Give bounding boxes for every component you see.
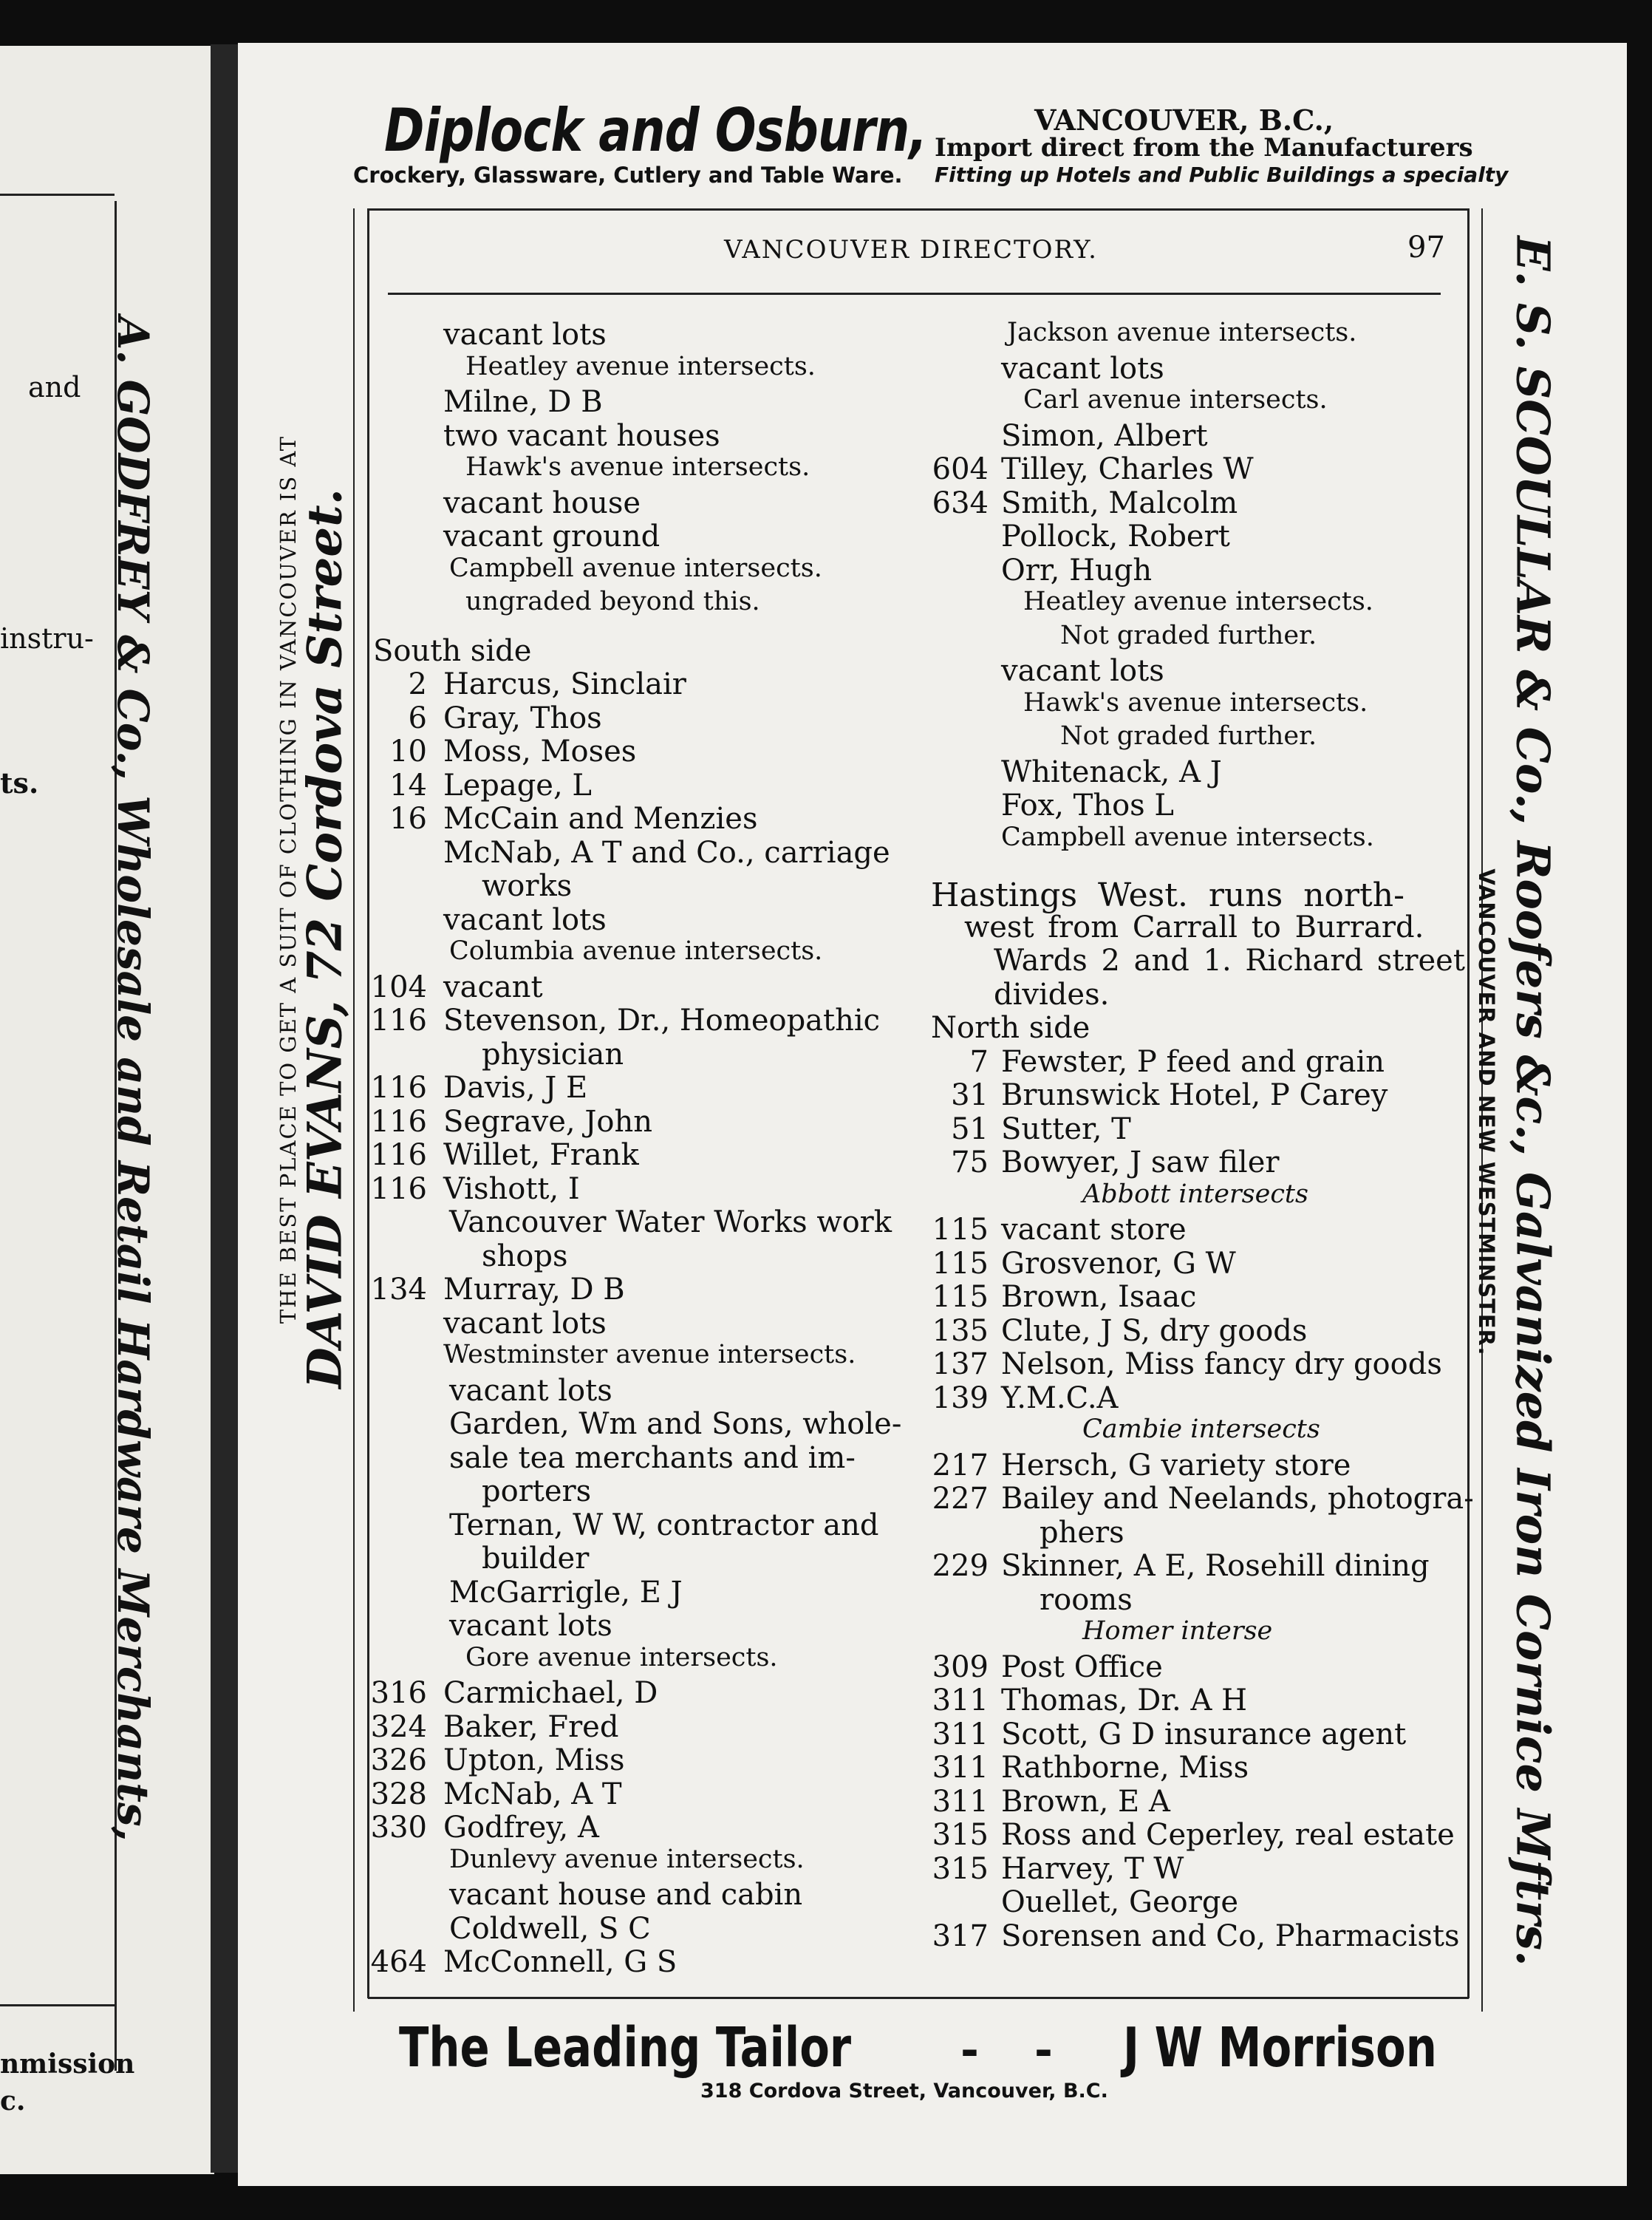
entry-text: ungraded beyond this. [465, 587, 760, 616]
street-number: 116 [370, 1171, 427, 1206]
entry-text: Brown, Isaac [1001, 1280, 1197, 1314]
header-import-note: Import direct from the Manufacturers [935, 133, 1473, 163]
running-head: VANCOUVER DIRECTORY. [724, 235, 1098, 265]
street-number: 16 [389, 802, 427, 836]
entry-text: Sorensen and Co, Pharmacists [1001, 1918, 1460, 1953]
street-number: 315 [932, 1851, 989, 1886]
entry-text: Carmichael, D [443, 1676, 658, 1710]
frame-border [1467, 208, 1470, 1998]
entry-text: Murray, D B [443, 1273, 625, 1307]
header-city: VANCOUVER, B.C., [1034, 103, 1334, 137]
street-number: 309 [932, 1649, 989, 1684]
street-number: 315 [932, 1818, 989, 1852]
entry-text: vacant lots [1001, 351, 1164, 386]
street-number: 115 [932, 1213, 989, 1247]
entry-text: Garden, Wm and Sons, whole- [449, 1407, 902, 1441]
entry-text: Vishott, I [443, 1171, 580, 1206]
street-number: 116 [370, 1004, 427, 1038]
entry-text: Not graded further. [1060, 721, 1317, 751]
left-fragment: ts. [0, 766, 39, 800]
entry-text: vacant lots [1001, 654, 1164, 688]
entry-text: west from Carrall to Burrard. [964, 910, 1424, 944]
entry-text: vacant lots [449, 1609, 612, 1643]
street-number: 137 [932, 1347, 989, 1381]
book-gutter [211, 44, 240, 2173]
street-number: 311 [932, 1717, 989, 1751]
entry-text: McGarrigle, E J [449, 1575, 683, 1610]
left-rule [0, 2004, 115, 2006]
entry-text: Willet, Frank [443, 1138, 639, 1172]
street-number: 75 [951, 1145, 989, 1179]
entry-text: Upton, Miss [443, 1743, 625, 1777]
left-page-fragment [0, 46, 214, 2174]
advertiser-name: Diplock and Osburn, [384, 96, 927, 165]
street-number: 10 [389, 735, 427, 769]
street-number: 51 [951, 1111, 989, 1146]
street-number: 116 [370, 1071, 427, 1105]
street-number: 104 [370, 970, 427, 1004]
entry-text: Gray, Thos [443, 701, 602, 735]
left-rule [0, 194, 115, 196]
street-number: 326 [370, 1743, 427, 1777]
street-number: 317 [932, 1918, 989, 1953]
entry-text: Jackson avenue intersects. [1007, 318, 1357, 347]
entry-text: physician [482, 1037, 624, 1072]
entry-text: Godfrey, A [443, 1811, 599, 1845]
entry-text: Post Office [1001, 1649, 1163, 1684]
entry-text: Homer interse [1082, 1616, 1273, 1646]
entry-text: Bowyer, J saw filer [1001, 1145, 1280, 1179]
entry-text: vacant lots [443, 902, 607, 937]
entry-text: Thomas, Dr. A H [1001, 1683, 1247, 1717]
entry-text: phers [1040, 1515, 1124, 1550]
scoullar-ad-small: VANCOUVER AND NEW WESTMINSTER. [1474, 868, 1499, 1356]
entry-text: Smith, Malcolm [1001, 486, 1238, 520]
frame-border [353, 208, 355, 2012]
footer-slogan: The Leading Tailor [399, 2016, 852, 2080]
frame-border [368, 1997, 1469, 1999]
entry-text: Sutter, T [1001, 1111, 1131, 1146]
entry-text: Dunlevy avenue intersects. [449, 1844, 805, 1874]
footer-dash: - [960, 2025, 979, 2077]
street-number: 2 [408, 667, 427, 701]
header-rule [388, 293, 1441, 295]
street-number: 604 [932, 452, 989, 486]
entry-text: Columbia avenue intersects. [449, 936, 823, 966]
entry-text: Westminster avenue intersects. [443, 1340, 856, 1369]
street-number: 316 [370, 1676, 427, 1710]
entry-text: Orr, Hugh [1001, 553, 1153, 588]
entry-text: Lepage, L [443, 768, 592, 803]
godfrey-ad-vertical: A. GODFREY & Co., Wholesale and Retail Hardware Merchants, [108, 316, 158, 1842]
street-number: 31 [951, 1078, 989, 1112]
entry-text: Gore avenue intersects. [465, 1642, 778, 1672]
evans-ad-small: THE BEST PLACE TO GET A SUIT OF CLOTHING IN VANCOUVER IS AT [276, 435, 301, 1324]
entry-text: North side [931, 1011, 1090, 1045]
header-fitting-note: Fitting up Hotels and Public Buildings a specialty [935, 163, 1509, 187]
entry-text: Tilley, Charles W [1001, 452, 1254, 486]
advertiser-products: Crockery, Glassware, Cutlery and Table Ware. [353, 163, 903, 188]
scoullar-ad-large: E. S. SCOULLAR & Co., Roofers &c., Galvanized Iron Cornice Mftrs. [1506, 236, 1560, 1967]
entry-text: Heatley avenue intersects. [1023, 587, 1373, 616]
entry-text: McNab, A T [443, 1777, 622, 1811]
entry-text: Fox, Thos L [1001, 789, 1174, 823]
entry-text: Skinner, A E, Rosehill dining [1001, 1549, 1430, 1583]
street-number: 6 [408, 701, 427, 735]
street-number: 14 [389, 768, 427, 803]
street-number: 115 [932, 1246, 989, 1281]
street-number: 229 [932, 1549, 989, 1583]
entry-text: Bailey and Neelands, photogra- [1001, 1482, 1474, 1516]
entry-text: Davis, J E [443, 1071, 588, 1105]
street-number: 311 [932, 1784, 989, 1819]
entry-text: Not graded further. [1060, 620, 1317, 650]
entry-text: shops [482, 1239, 568, 1273]
entry-text: Abbott intersects [1082, 1179, 1308, 1209]
street-number: 116 [370, 1104, 427, 1139]
left-fragment: and [28, 371, 81, 404]
entry-text: Ternan, W W, contractor and [449, 1508, 879, 1542]
evans-ad-large: DAVID EVANS, 72 Cordova Street. [297, 488, 353, 1389]
entry-text: Nelson, Miss fancy dry goods [1001, 1347, 1442, 1381]
entry-text: Cambie intersects [1082, 1414, 1320, 1444]
entry-text: Campbell avenue intersects. [449, 553, 822, 583]
entry-text: Carl avenue intersects. [1023, 385, 1328, 415]
street-number: 324 [370, 1709, 427, 1744]
footer-dash: - [1034, 2025, 1053, 2077]
street-number: 464 [370, 1945, 427, 1979]
entry-text: Scott, G D insurance agent [1001, 1717, 1407, 1751]
entry-text: Hawk's avenue intersects. [1023, 687, 1368, 718]
entry-text: Harcus, Sinclair [443, 667, 686, 701]
entry-text: Brunswick Hotel, P Carey [1001, 1078, 1388, 1112]
entry-text: Wards 2 and 1. Richard street [994, 944, 1465, 978]
entry-text: McCain and Menzies [443, 802, 758, 836]
street-number: 311 [932, 1751, 989, 1785]
street-number: 328 [370, 1777, 427, 1811]
frame-border [368, 208, 1469, 211]
entry-text: vacant lots [449, 1373, 612, 1408]
left-fragment: instru- [0, 622, 94, 655]
entry-text: vacant [443, 970, 543, 1004]
entry-text: works [482, 869, 573, 903]
entry-text: Stevenson, Dr., Homeopathic [443, 1004, 881, 1038]
entry-text: Hastings West. runs north- [931, 876, 1404, 914]
street-number: 330 [370, 1811, 427, 1845]
entry-text: vacant ground [443, 520, 661, 554]
street-number: 116 [370, 1138, 427, 1172]
entry-text: Ouellet, George [1001, 1885, 1239, 1919]
entry-text: Moss, Moses [443, 735, 637, 769]
entry-text: builder [482, 1542, 590, 1576]
entry-text: Grosvenor, G W [1001, 1246, 1236, 1281]
entry-text: Milne, D B [443, 385, 603, 419]
street-number: 135 [932, 1313, 989, 1348]
entry-text: Hawk's avenue intersects. [465, 452, 810, 482]
street-number: 7 [969, 1044, 989, 1079]
street-number: 634 [932, 486, 989, 520]
street-number: 115 [932, 1280, 989, 1314]
entry-text: Campbell avenue intersects. [1001, 822, 1374, 852]
entry-text: Vancouver Water Works work [449, 1205, 892, 1239]
entry-text: Harvey, T W [1001, 1851, 1184, 1886]
entry-text: vacant lots [443, 1306, 607, 1341]
entry-text: Coldwell, S C [449, 1911, 651, 1946]
street-number: 139 [932, 1380, 989, 1415]
street-number: 134 [370, 1273, 427, 1307]
left-fragment: nmission [0, 2049, 135, 2080]
entry-text: McNab, A T and Co., carriage [443, 835, 890, 870]
entry-text: Brown, E A [1001, 1784, 1170, 1819]
street-number: 311 [932, 1683, 989, 1717]
entry-text: Clute, J S, dry goods [1001, 1313, 1308, 1348]
entry-text: South side [373, 633, 532, 668]
entry-text: Y.M.C.A [1001, 1380, 1119, 1415]
entry-text: Heatley avenue intersects. [465, 351, 816, 381]
entry-text: Pollock, Robert [1001, 520, 1230, 554]
footer-tailor-name: J W Morrison [1123, 2016, 1437, 2080]
entry-text: Rathborne, Miss [1001, 1751, 1249, 1785]
entry-text: Whitenack, A J [1001, 755, 1222, 789]
entry-text: Simon, Albert [1001, 418, 1208, 453]
street-number: 227 [932, 1482, 989, 1516]
entry-text: Fewster, P feed and grain [1001, 1044, 1385, 1079]
entry-text: rooms [1040, 1582, 1133, 1617]
entry-text: Segrave, John [443, 1104, 652, 1139]
entry-text: vacant store [1001, 1213, 1187, 1247]
entry-text: McConnell, G S [443, 1945, 677, 1979]
entry-text: vacant lots [443, 318, 607, 352]
entry-text: vacant house and cabin [449, 1878, 803, 1912]
entry-text: two vacant houses [443, 418, 720, 453]
entry-text: porters [482, 1474, 592, 1508]
street-number: 217 [932, 1448, 989, 1482]
entry-text: vacant house [443, 486, 641, 520]
left-fragment: c. [0, 2085, 26, 2117]
page-number: 97 [1407, 231, 1445, 265]
entry-text: Hersch, G variety store [1001, 1448, 1351, 1482]
entry-text: Ross and Ceperley, real estate [1001, 1818, 1455, 1852]
entry-text: Baker, Fred [443, 1709, 619, 1744]
entry-text: sale tea merchants and im- [449, 1440, 856, 1475]
footer-address: 318 Cordova Street, Vancouver, B.C. [700, 2080, 1108, 2102]
entry-text: divides. [994, 977, 1110, 1012]
